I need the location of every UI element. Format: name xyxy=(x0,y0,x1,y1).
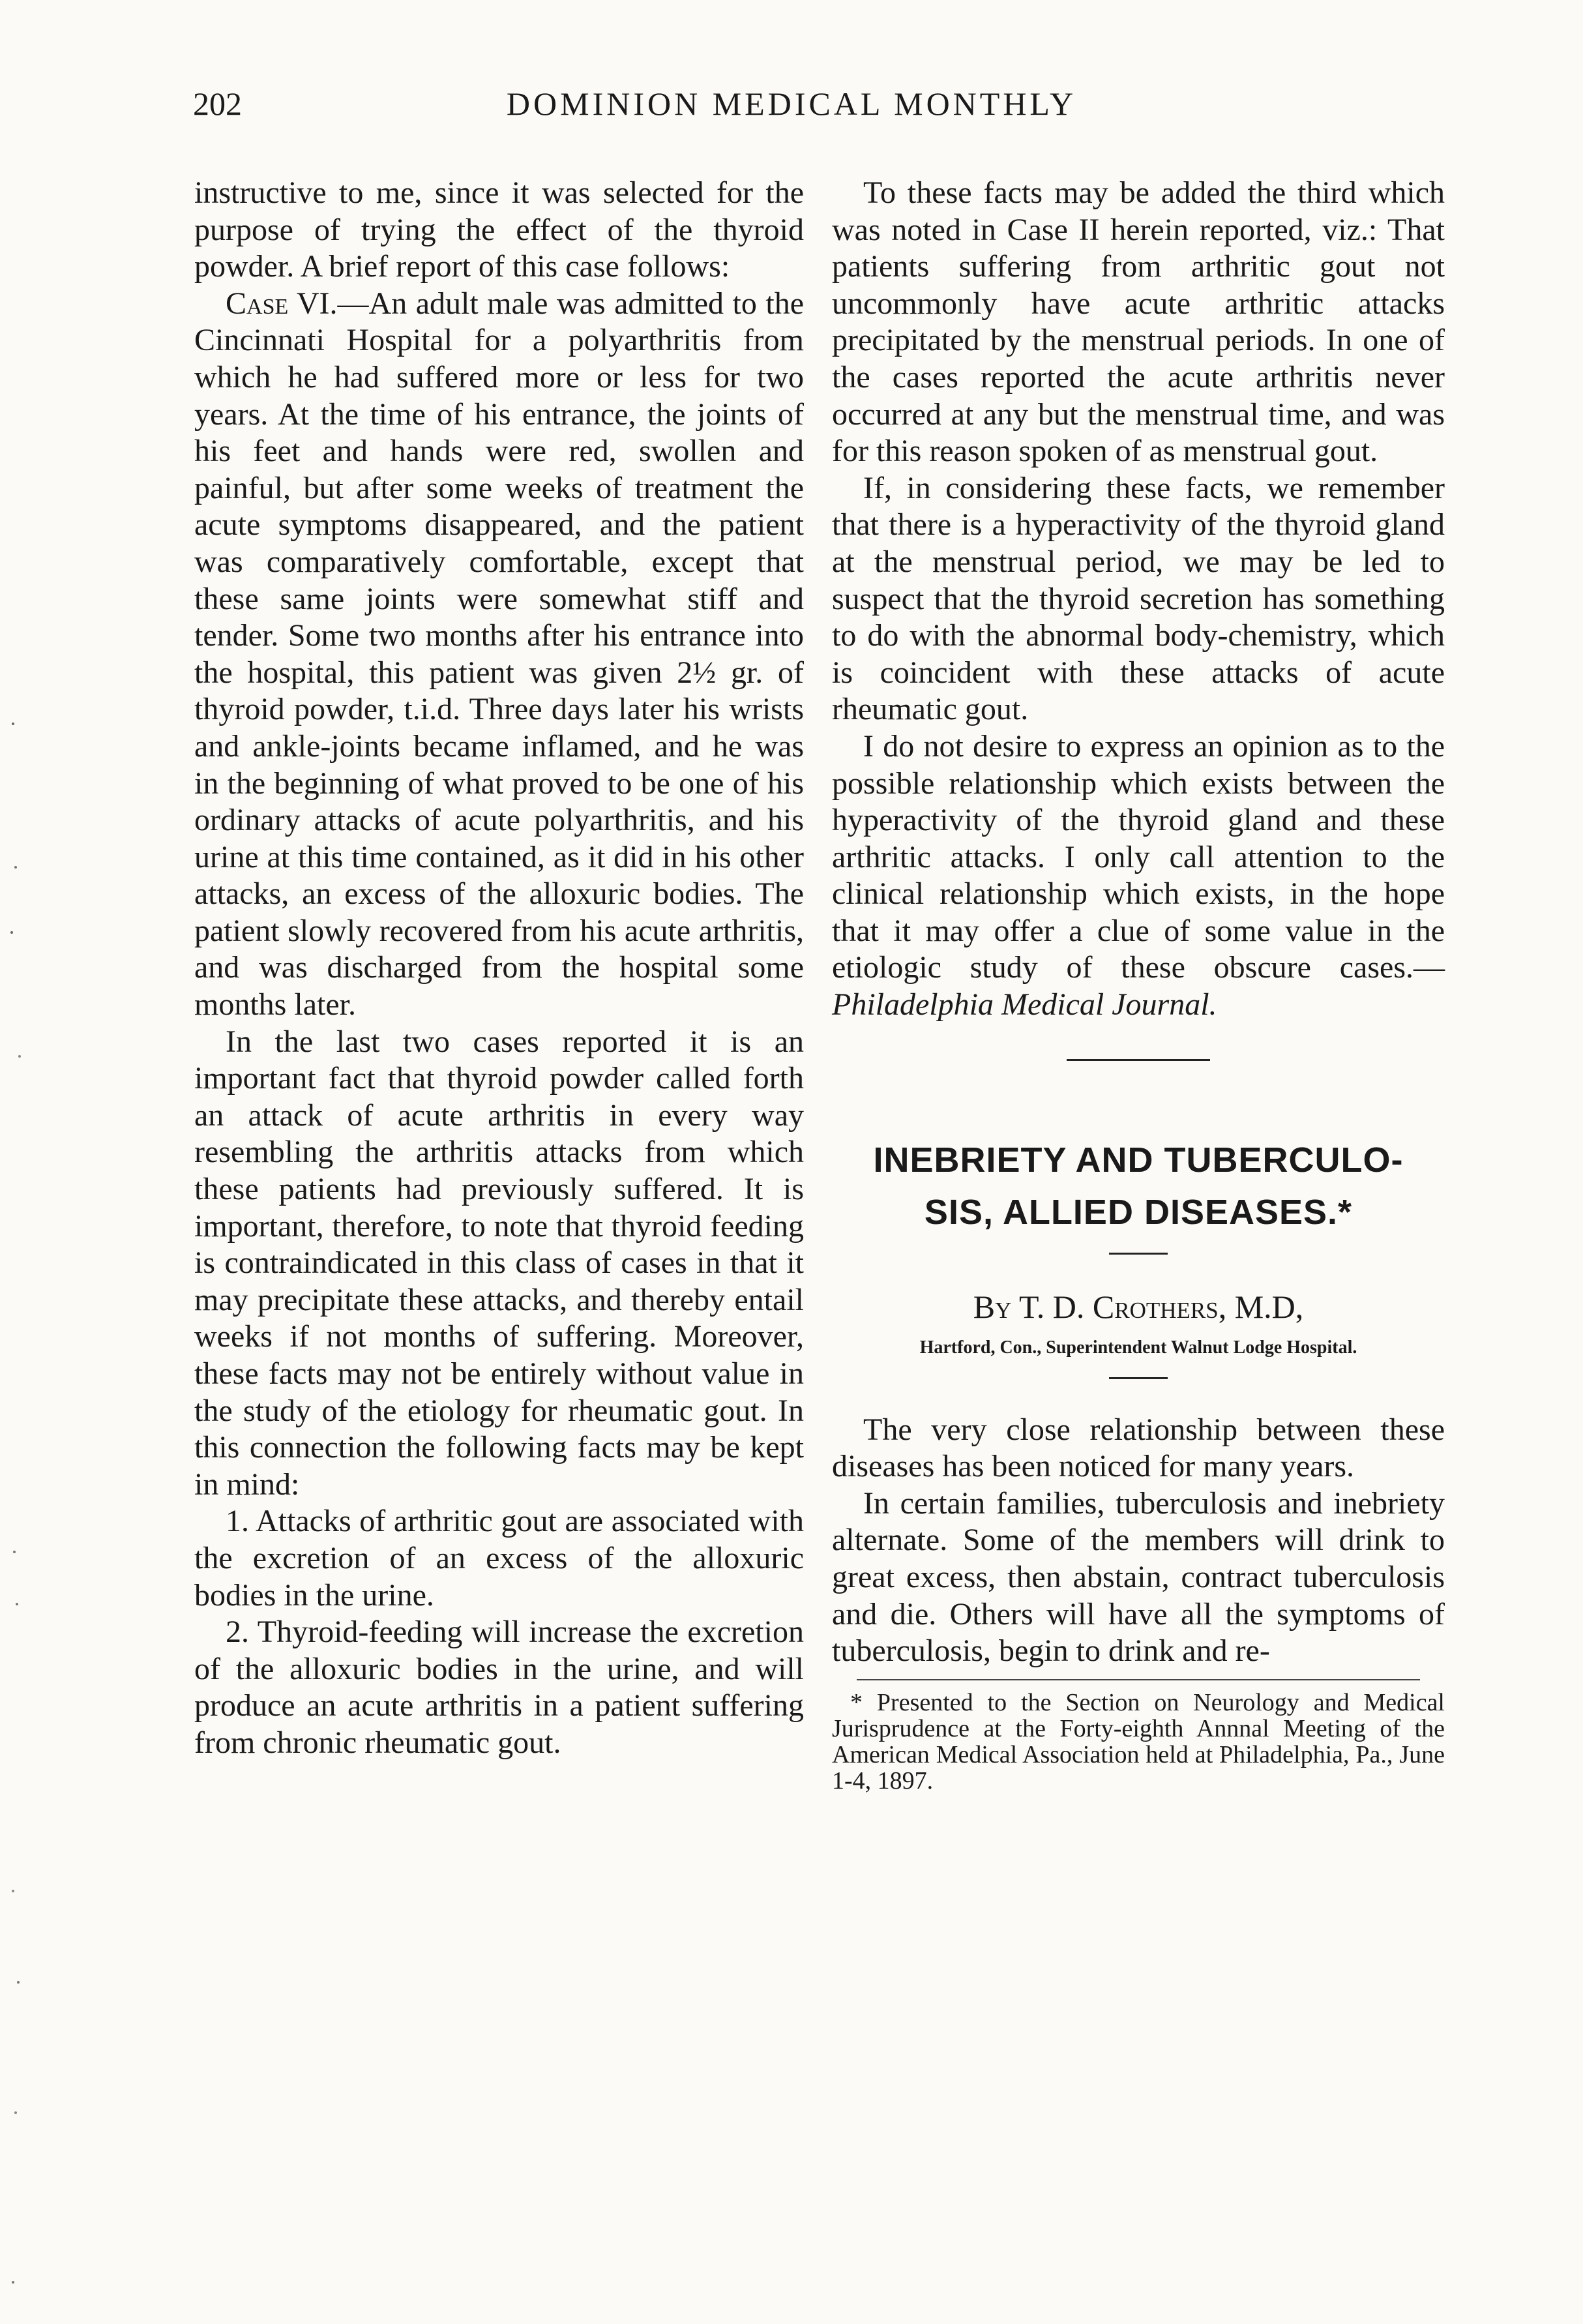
paragraph xyxy=(832,728,1445,1024)
left-column xyxy=(194,175,804,1762)
source-citation: Philadelphia Medical Journal. xyxy=(832,987,1217,1022)
list-item: 1. Attacks of arthritic gout are associated with the excretion of an excess of the alloxuric bodies in the urine. xyxy=(194,1504,804,1613)
footnote-rule xyxy=(857,1679,1421,1680)
paragraph-text: I do not desire to express an opinion as to the possible relationship which exists between the hyperactivity of the thyroid gland and these arthritic attacks. I only call attention to the clinical relationship which exists, in the hope that it may offer a clue of some value in the etiologic study of these obscure cases.— xyxy=(832,728,1445,985)
running-head: DOMINION MEDICAL MONTHLY xyxy=(506,85,1077,122)
paragraph: If, in considering these facts, we remember that there is a hyperactivity of the thyroid gland at the menstrual period, we may be led to suspect that the thyroid secretion has something to do with the abnormal body-chemistry, which is coincident with these attacks of acute rheumatic gout. xyxy=(832,470,1445,727)
paragraph: instructive to me, since it was selected for the purpose of trying the effect of the thyroid powder. A brief report of this case follows: xyxy=(194,175,804,284)
margin-specks xyxy=(0,0,39,2324)
article-title xyxy=(832,1134,1445,1238)
section-divider xyxy=(1067,1059,1210,1061)
byline: By T. D. Crothers, M.D, xyxy=(973,1288,1304,1325)
list-item: 2. Thyroid-feeding will increase the excretion of the alloxuric bodies in the urine, and will produce an acute arthritis in a patient suffering from chronic rheumatic gout. xyxy=(194,1615,804,1760)
article-title-line: SIS, ALLIED DISEASES.* xyxy=(924,1192,1353,1232)
right-column xyxy=(832,175,1445,1794)
affiliation: Hartford, Con., Superintendent Walnut Lodge Hospital. xyxy=(919,1337,1357,1358)
article-body xyxy=(832,1412,1445,1670)
case-label: Case VI.— xyxy=(226,286,369,321)
page-number: 202 xyxy=(193,85,242,122)
case-text: An adult male was admitted to the Cincinnati Hospital for a polyarthritis from which he had suffered more or less for two years. At the time of his entrance, the joints of his feet and hands were red, swollen and painful, but after some weeks of treatment the acute symptoms disappeared, and the patient was comparatively comfortable, except that these same joints were somewhat stiff and tender. Some two months after his entrance into the hospital, this patient was given 2½ gr. of thyroid powder, t.i.d. Three days later his wrists and ankle-joints became inflamed, and he was in the beginning of what proved to be one of his ordinary attacks of acute polyarthritis, and his urine at this time contained, as it did in his other attacks, an excess of the alloxuric bodies. The patient slowly recovered from his acute arthritis, and was discharged from the hospital some months later. xyxy=(194,286,805,1022)
byline-divider xyxy=(1109,1377,1168,1379)
case-paragraph xyxy=(194,286,804,1024)
article-title-line: INEBRIETY AND TUBERCULO- xyxy=(873,1140,1404,1180)
paragraph: The very close relationship between these diseases has been noticed for many years. xyxy=(832,1412,1445,1484)
paragraph: To these facts may be added the third which was noted in Case II herein reported, viz.: That patients suffering from arthritic gout not uncommonly have acute arthritic attacks precipitated by the menstrual periods. In one of the cases reported the acute arthritis never occurred at any but the menstrual time, and was for this reason spoken of as menstrual gout. xyxy=(832,175,1445,469)
title-divider xyxy=(1109,1253,1168,1255)
paragraph: In certain families, tuberculosis and inebriety alternate. Some of the members will drink to great excess, then abstain, contract tuberculosis and die. Others will have all the symptoms of tuberculosis, begin to drink and re- xyxy=(832,1485,1445,1669)
paragraph: In the last two cases reported it is an important fact that thyroid powder called forth an attack of acute arthritis in every way resembling the arthritis attacks from which these patients had previously suffered. It is important, therefore, to note that thyroid feeding is contraindicated in this class of cases in that it may precipitate these attacks, and thereby entail weeks if not months of suffering. Moreover, these facts may not be entirely without value in the study of the etiology for rheumatic gout. In this connection the following facts may be kept in mind: xyxy=(194,1024,804,1502)
footnote: * Presented to the Section on Neurology and Medical Jurisprudence at the Forty-eighth Annnal Meeting of the American Medical Association held at Philadelphia, Pa., June 1-4, 1897. xyxy=(832,1688,1445,1795)
